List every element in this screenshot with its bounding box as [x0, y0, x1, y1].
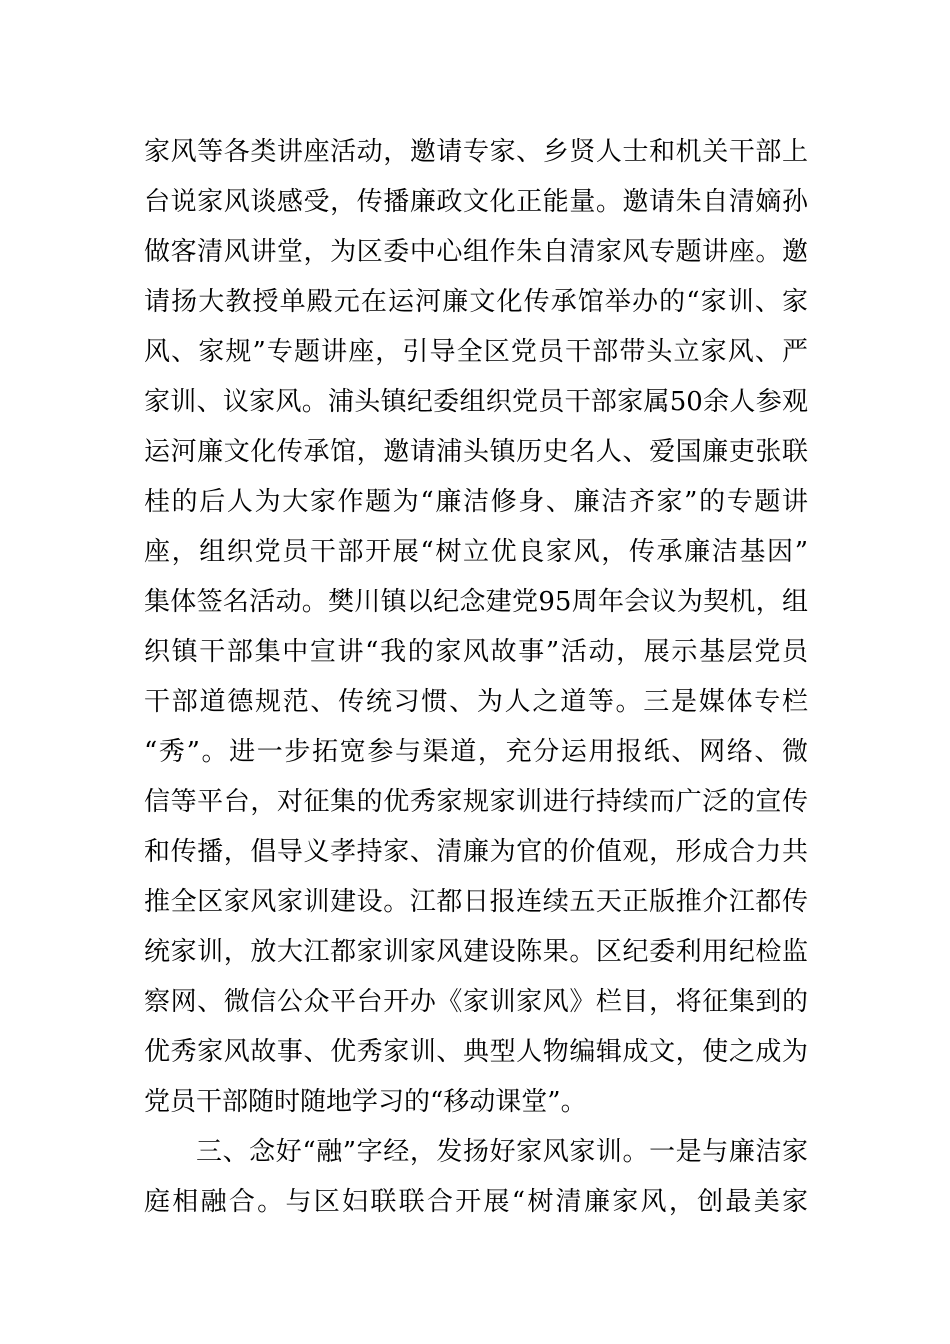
paragraph-2	[144, 1127, 808, 1227]
document-body	[144, 127, 808, 1227]
text-line: 家风等各类讲座活动，邀请专家、乡贤人士和机关干部上	[144, 137, 808, 167]
text-line: 织镇干部集中宣讲“我的家风故事”活动，展示基层党员	[144, 637, 808, 667]
text-line: 家训、议家风。浦头镇纪委组织党员干部家属50余人参观	[144, 387, 808, 417]
text-line: 信等平台，对征集的优秀家规家训进行持续而广泛的宣传	[144, 787, 808, 817]
text-line: “秀”。进一步拓宽参与渠道，充分运用报纸、网络、微	[144, 737, 808, 767]
text-line: 请扬大教授单殿元在运河廉文化传承馆举办的“家训、家	[144, 287, 808, 317]
text-line: 统家训，放大江都家训家风建设陈果。区纪委利用纪检监	[144, 937, 808, 967]
text-line: 风、家规”专题讲座，引导全区党员干部带头立家风、严	[144, 337, 808, 367]
text-line: 庭相融合。与区妇联联合开展“树清廉家风，创最美家	[144, 1187, 808, 1217]
text-line: 运河廉文化传承馆，邀请浦头镇历史名人、爱国廉吏张联	[144, 437, 808, 467]
text-line: 察网、微信公众平台开办《家训家风》栏目，将征集到的	[144, 987, 808, 1017]
text-line: 干部道德规范、传统习惯、为人之道等。三是媒体专栏	[144, 687, 808, 717]
text-line: 做客清风讲堂，为区委中心组作朱自清家风专题讲座。邀	[144, 237, 808, 267]
text-line: 和传播，倡导义孝持家、清廉为官的价值观，形成合力共	[144, 837, 808, 867]
text-line: 党员干部随时随地学习的“移动课堂”。	[144, 1087, 587, 1117]
text-line: 桂的后人为大家作题为“廉洁修身、廉洁齐家”的专题讲	[144, 487, 808, 517]
paragraph-1	[144, 127, 808, 1127]
text-line: 座，组织党员干部开展“树立优良家风，传承廉洁基因”	[144, 537, 808, 567]
text-line: 集体签名活动。樊川镇以纪念建党95周年会议为契机，组	[144, 587, 808, 617]
text-line: 台说家风谈感受，传播廉政文化正能量。邀请朱自清嫡孙	[144, 187, 808, 217]
text-line: 优秀家风故事、优秀家训、典型人物编辑成文，使之成为	[144, 1037, 808, 1067]
text-line: 推全区家风家训建设。江都日报连续五天正版推介江都传	[144, 887, 808, 917]
text-line: 三、念好“融”字经，发扬好家风家训。一是与廉洁家	[196, 1137, 808, 1167]
